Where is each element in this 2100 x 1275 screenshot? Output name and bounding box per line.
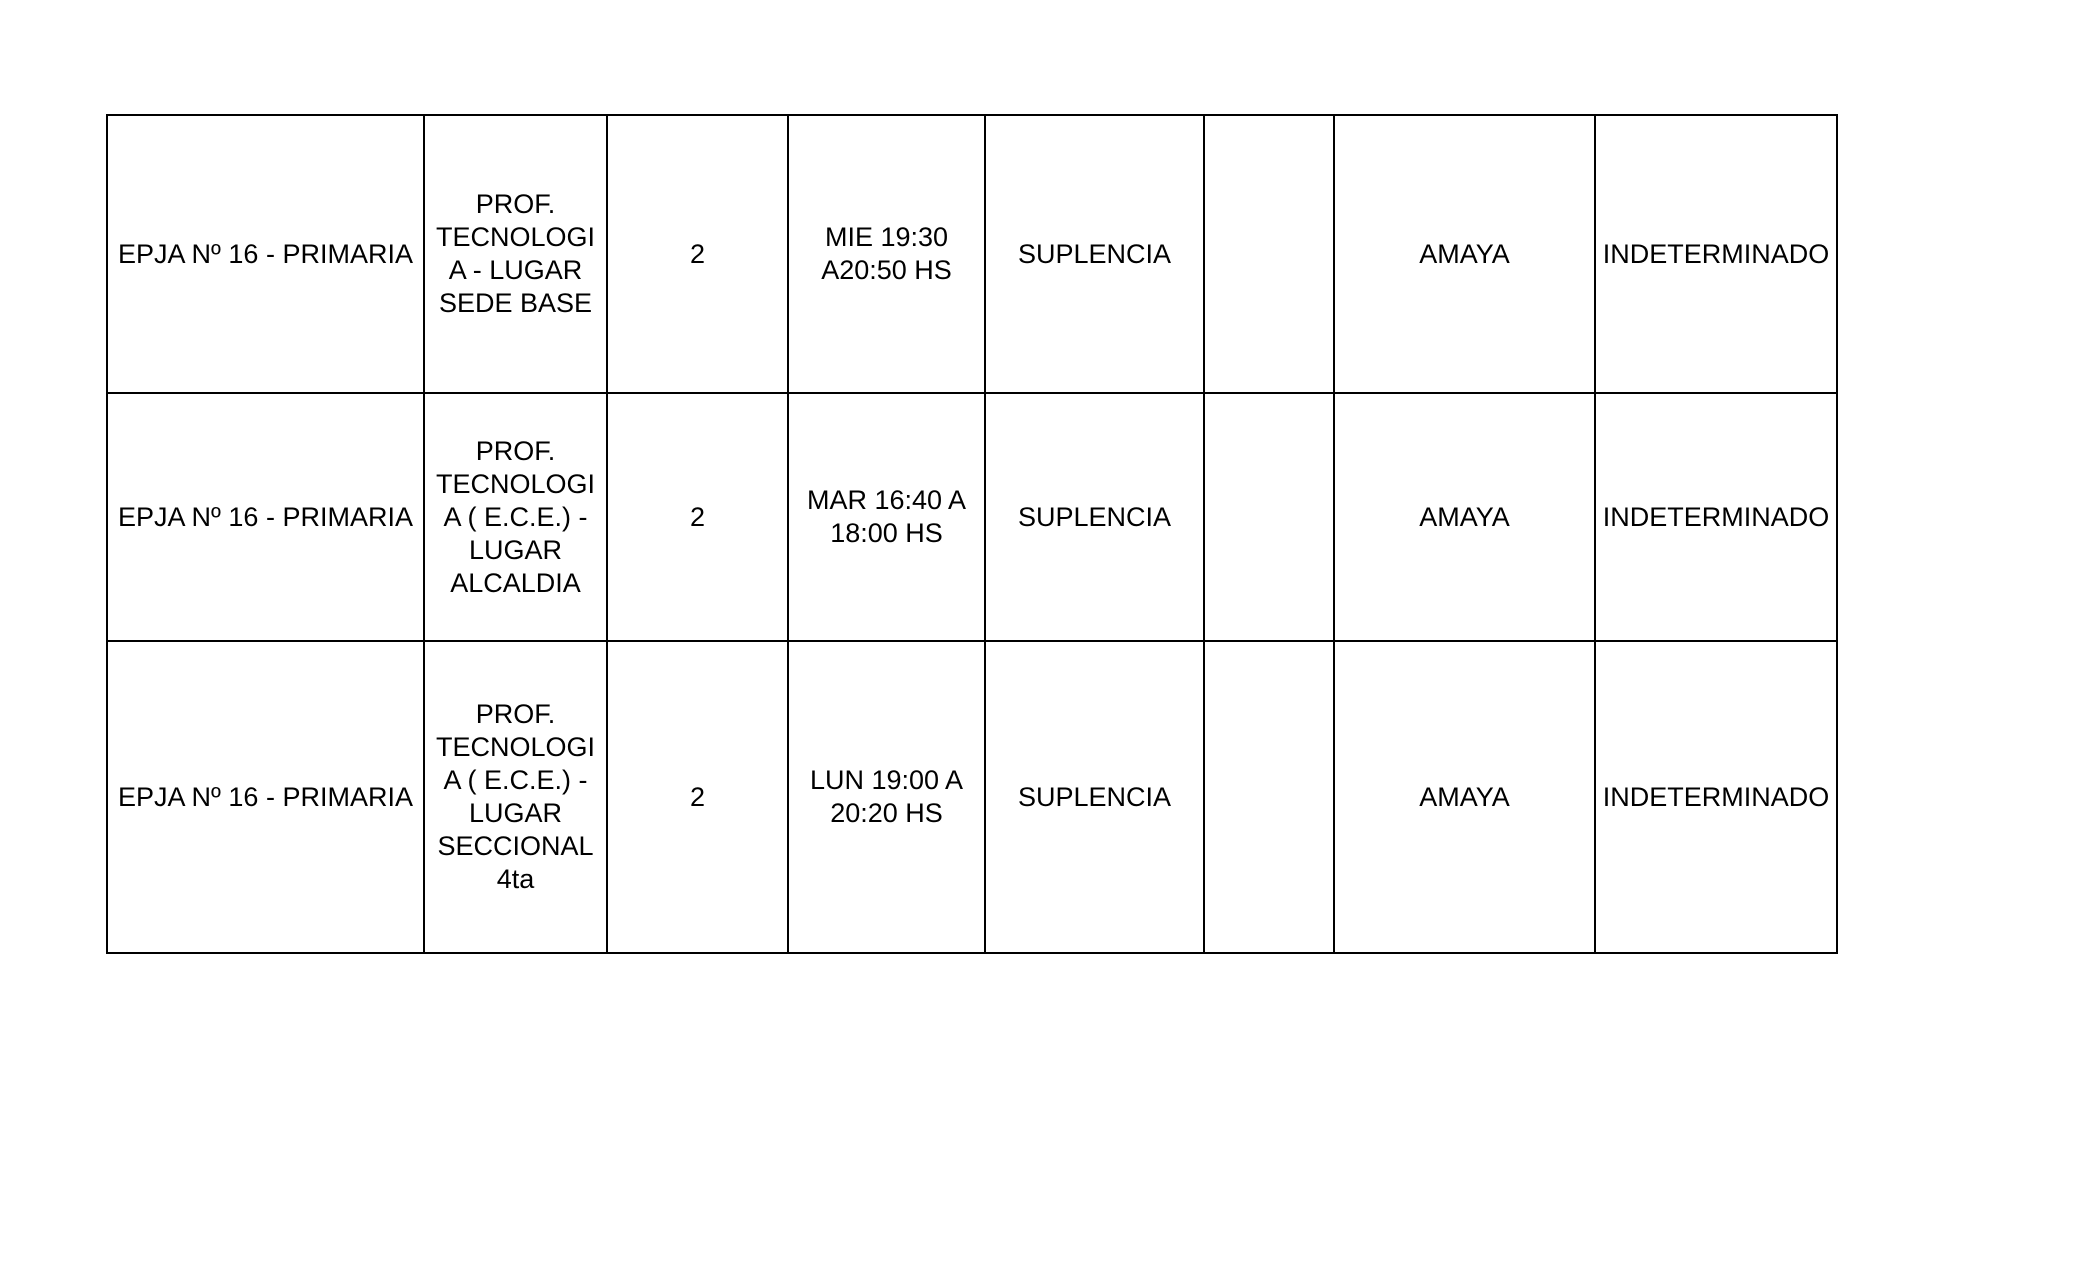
position-line: TECNOLOGI — [435, 468, 596, 499]
table-row — [107, 641, 1837, 953]
vacancy-table — [106, 114, 1838, 954]
position-cell — [424, 393, 607, 641]
hours-cell: 2 — [607, 641, 788, 953]
position-cell — [424, 641, 607, 953]
table-row — [107, 393, 1837, 641]
position-line: TECNOLOGI — [435, 222, 596, 252]
name-cell: AMAYA — [1334, 393, 1595, 641]
hours-cell: 2 — [607, 393, 788, 641]
position-line: LUGAR — [468, 534, 563, 565]
schedule-cell — [788, 115, 985, 393]
table-row — [107, 115, 1837, 393]
position-cell — [424, 115, 607, 393]
position-line: ALCALDIA — [450, 567, 581, 598]
schedule-line: LUN 19:00 A — [809, 765, 964, 795]
position-line: 4ta — [496, 864, 535, 894]
position-line: A - LUGAR — [448, 255, 583, 285]
position-line: PROF. — [475, 699, 556, 729]
hours-cell: 2 — [607, 115, 788, 393]
schedule-line: A20:50 HS — [821, 255, 952, 285]
schedule-line: MIE 19:30 — [824, 222, 949, 252]
position-line: PROF. — [475, 189, 556, 219]
position-line: LUGAR — [468, 798, 563, 828]
blank-cell — [1204, 393, 1334, 641]
duration-cell: INDETERMINADO — [1595, 641, 1837, 953]
schedule-line: MAR 16:40 A — [806, 485, 967, 515]
position-line: A ( E.C.E.) - — [443, 501, 588, 532]
duration-cell: INDETERMINADO — [1595, 115, 1837, 393]
type-cell: SUPLENCIA — [985, 641, 1204, 953]
schedule-cell — [788, 641, 985, 953]
position-line: SEDE BASE — [438, 288, 593, 318]
position-line: TECNOLOGI — [435, 732, 596, 762]
position-line: PROF. — [475, 435, 556, 466]
blank-cell — [1204, 641, 1334, 953]
type-cell: SUPLENCIA — [985, 393, 1204, 641]
position-line: SECCIONAL — [437, 831, 594, 861]
type-cell: SUPLENCIA — [985, 115, 1204, 393]
blank-cell — [1204, 115, 1334, 393]
name-cell: AMAYA — [1334, 115, 1595, 393]
schedule-line: 20:20 HS — [830, 798, 943, 828]
schedule-line: 18:00 HS — [830, 518, 943, 548]
duration-cell: INDETERMINADO — [1595, 393, 1837, 641]
position-line: A ( E.C.E.) - — [443, 765, 588, 795]
name-cell: AMAYA — [1334, 641, 1595, 953]
school-cell: EPJA Nº 16 - PRIMARIA — [107, 393, 424, 641]
schedule-cell — [788, 393, 985, 641]
school-cell: EPJA Nº 16 - PRIMARIA — [107, 115, 424, 393]
school-cell: EPJA Nº 16 - PRIMARIA — [107, 641, 424, 953]
